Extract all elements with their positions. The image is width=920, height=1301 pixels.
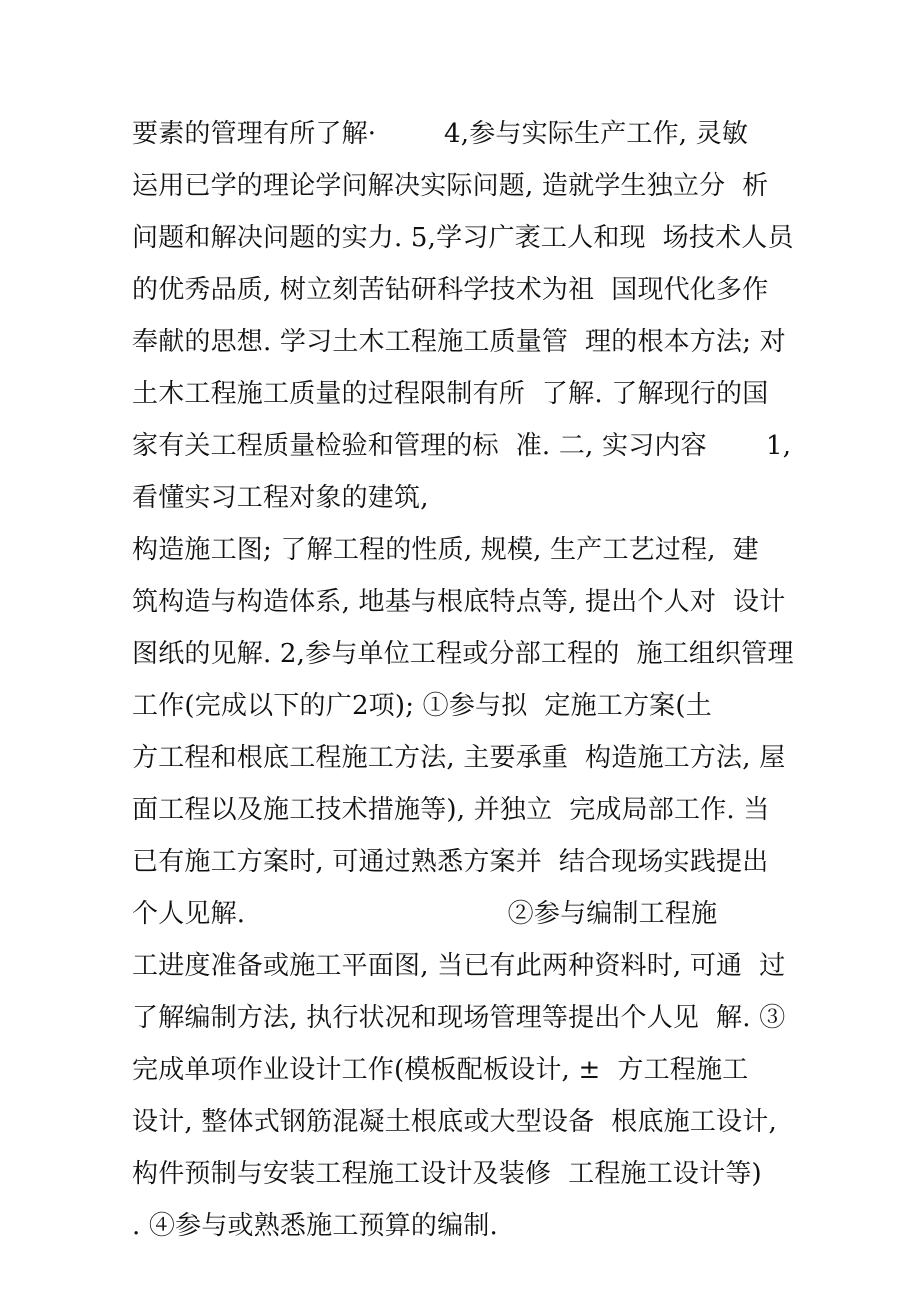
text-line: 运用已学的理论学问解决实际问题, 造就学生独立分 析 [132,171,769,201]
text-line: 方工程和根底工程施工方法, 主要承重 构造施工方法, 屋 [132,743,786,773]
text-line: 要素的管理有所了解· 4,参与实际生产工作, 灵敏 [132,119,749,149]
text-line: 图纸的见解. 2,参与单位工程或分部工程的 施工组织管理 [132,639,794,669]
text-line: 面工程以及施工技术措施等), 并独立 完成局部工作. 当 [132,795,770,825]
text-line: 构造施工图; 了解工程的性质, 规模, 生产工艺过程, 建 [132,535,759,565]
text-line: 已有施工方案时, 可通过熟悉方案并 结合现场实践提出 [132,847,769,877]
text-line: 看懂实习工程对象的建筑, [132,483,429,513]
text-line: 家有关工程质量检验和管理的标 准. 二, 实习内容 1, [132,431,792,461]
text-line: 构件预制与安装工程施工设计及装修 工程施工设计等) [132,1159,762,1189]
text-line: 的优秀品质, 树立刻苦钻研科学技术为祖 国现代化多作 [132,275,769,305]
text-line: 土木工程施工质量的过程限制有所 了解. 了解现行的国 [132,379,769,409]
body-text [132,116,792,1260]
text-line: 了解编制方法, 执行状况和现场管理等提出个人见 解. ③ [132,1003,786,1033]
text-line: 问题和解决问题的实力. 5,学习广袤工人和现 场技术人员 [132,223,794,253]
text-line: 个人见解. ②参与编制工程施 [132,899,718,929]
text-line: 工作(完成以下的广2项); ①参与拟 定施工方案(土 [132,691,712,721]
text-line: 奉献的思想. 学习土木工程施工质量管 理的根本方法; 对 [132,327,786,357]
text-line: 完成单项作业设计工作(模板配板设计, ± 方工程施工 [132,1055,749,1085]
text-line: . ④参与或熟悉施工预算的编制. [132,1211,498,1241]
text-line: 工进度准备或施工平面图, 当已有此两种资料时, 可通 过 [132,951,786,981]
text-line: 筑构造与构造体系, 地基与根底特点等, 提出个人对 设计 [132,587,786,617]
text-line: 设计, 整体式钢筋混凝土根底或大型设备 根底施工设计, [132,1107,777,1137]
